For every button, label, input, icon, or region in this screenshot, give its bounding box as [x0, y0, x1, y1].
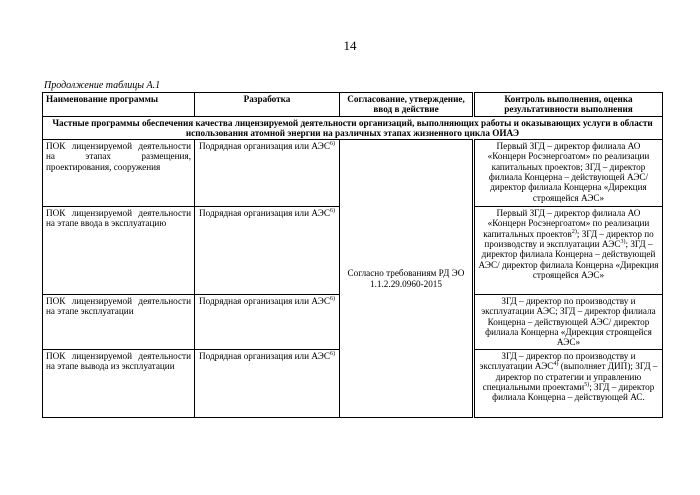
section-row	[43, 116, 663, 140]
development-cell: Подрядная организация или АЭС$^{6)}$	[195, 350, 340, 418]
program-cell: ПОК лицензируемой деятельности на этапе вывода из эксплуатации	[43, 350, 195, 418]
control-cell: Первый ЗГД – директор филиала АО «Концерн Росэнергоатом» по реализации капитальных проектов$^{2)}$; ЗГД – директор по производству и эксплуатации АЭС$^{3)}$; ЗГД – директор филиала Концерна – действующей АЭС/ директор филиала Концерна «Дирекция строящейся АЭС»	[474, 207, 663, 295]
section-title: Частные программы обеспечения качества лицензируемой деятельности организаций, выполняющих работы и оказывающих услуги в области использования атомной энергии на различных этапах жизненного цикла ОИАЭ	[43, 116, 663, 140]
development-cell: Подрядная организация или АЭС$^{6)}$	[195, 207, 340, 295]
table-row	[43, 140, 663, 207]
control-cell: ЗГД – директор по производству и эксплуатации АЭС$^{4)}$ (выполняет ДИП); ЗГД – директор по стратегии и управлению специальными проектами$^{5)}$; ЗГД – директор филиала Концерна – действующей АС.	[474, 350, 663, 418]
page-number: 14	[343, 38, 357, 53]
table-header-row	[43, 93, 663, 117]
header-control: Контроль выполнения, оценка результативности выполнения	[474, 93, 663, 117]
approval-cell: Согласно требованиям РД ЭО 1.1.2.29.0960-2015	[340, 140, 474, 418]
control-cell: Первый ЗГД – директор филиала АО «Концерн Росэнергоатом» по реализации капитальных проектов; ЗГД – директор филиала Концерна – действующей АЭС/ директор филиала Концерна «Дирекция строящейся АЭС»	[474, 140, 663, 207]
development-cell: Подрядная организация или АЭС$^{6)}$	[195, 140, 340, 207]
control-cell: ЗГД – директор по производству и эксплуатации АЭС; ЗГД – директор филиала Концерна – действующей АЭС/ директор филиала Концерна «Дирекция строящейся АЭС»	[474, 295, 663, 350]
development-cell: Подрядная организация или АЭС$^{6)}$	[195, 295, 340, 350]
header-approval: Согласование, утверждение, ввод в действие	[340, 93, 474, 117]
header-development: Разработка	[195, 93, 340, 117]
programs-table	[42, 92, 663, 418]
header-program: Наименование программы	[43, 93, 195, 117]
program-cell: ПОК лицензируемой деятельности на этапе эксплуатации	[43, 295, 195, 350]
program-cell: ПОК лицензируемой деятельности на этапах размещения, проектирования, сооружения	[43, 140, 195, 207]
table-caption: Продолжение таблицы А.1	[44, 80, 161, 91]
program-cell: ПОК лицензируемой деятельности на этапе ввода в эксплуатацию	[43, 207, 195, 295]
